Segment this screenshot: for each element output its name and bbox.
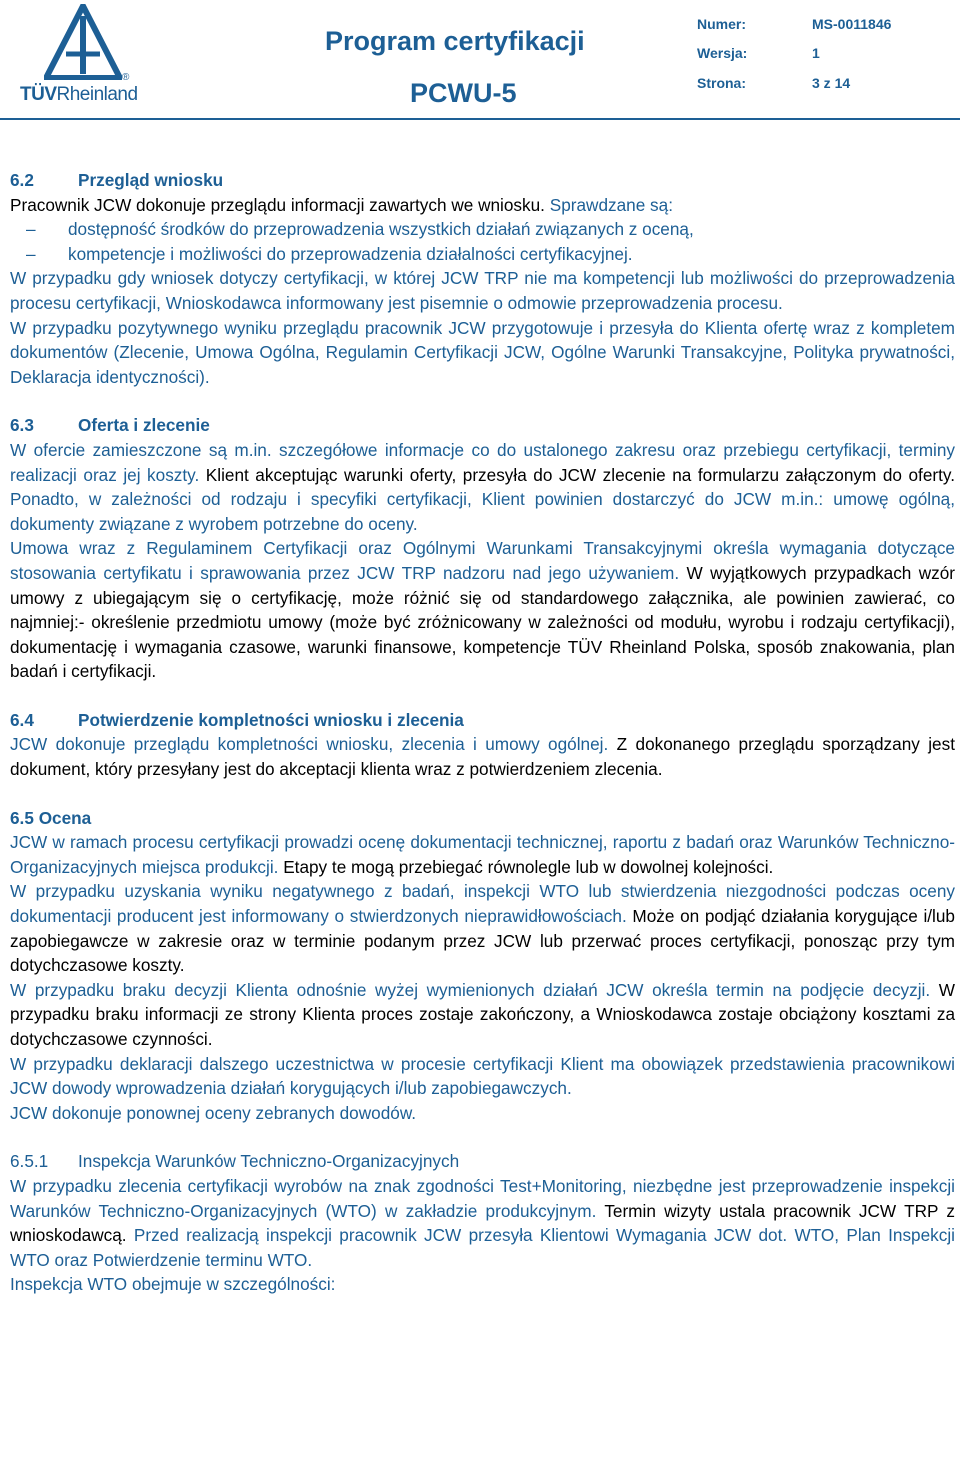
logo-wordmark: TÜVRheinland [20,84,138,105]
list-item: – dostępność środków do przeprowadzenia wszystkich działań związanych z oceną, [26,219,694,240]
document-body [10,168,955,1297]
numer-label: Numer: [697,16,747,32]
paragraph: JCW w ramach procesu certyfikacji prowadzi ocenę dokumentacji technicznej, raportu z badań oraz Warunków Techniczno-Organizacyjnych miejsca produkcji. Etapy te mogą przebiegać równolegle lub w dowolnej kolejności. [10,832,955,877]
paragraph: W ofercie zamieszczone są m.in. szczegółowe informacje co do ustalonego zakresu oraz przebiegu certyfikacji, terminy realizacji oraz jej koszty. Klient akceptując warunki oferty, przesyła do JCW zlecenie na formularzu załączonym do oferty. Ponadto, w zależności od rodzaju i specyfiki certyfikacji, Klient powinien dostarczyć do JCW m.in.: umowę ogólną, dokumenty związane z wyrobem potrzebne do oceny. [10,439,955,534]
wersja-value: 1 [812,45,820,61]
tuv-triangle-icon [44,4,122,80]
paragraph: W przypadku zlecenia certyfikacji wyrobów na znak zgodności Test+Monitoring, niezbędne jest przeprowadzenie inspekcji Warunków Techniczno-Organizacyjnych (WTO) w zakładzie produkcyjnym. Termin wizyty ustala pracownik JCW TRP z wnioskodawcą. Przed realizacją inspekcji pracownik JCW przesyła Klientowi Wymagania JCW dot. WTO, Plan Inspekcji WTO oraz Potwierdzenie terminu WTO. [10,1175,956,1270]
paragraph: Pracownik JCW dokonuje przeglądu informacji zawartych we wniosku. Sprawdzane są: [10,194,673,215]
document-code: PCWU-5 [410,78,517,108]
tuv-rheinland-logo [18,4,148,112]
section-heading-6-2: 6.2 Przegląd wniosku [10,170,224,190]
section-heading-6-3: 6.3 Oferta i zlecenie [10,415,210,436]
strona-label: Strona: [697,75,746,91]
paragraph: W przypadku braku decyzji Klienta odnośnie wyżej wymienionych działań JCW określa termin na podjęcie decyzji. W przypadku braku informacji ze strony Klienta proces zostaje zakończony, a Wnioskodawca zostaje obciążony kosztami za dotychczasowe czynności. [10,979,955,1049]
section-heading-6-5: 6.5 Ocena [10,807,92,828]
paragraph: JCW dokonuje przeglądu kompletności wniosku, zlecenia i umowy ogólnej. Z dokonanego przeglądu sporządzany jest dokument, który przesyłany jest do akceptacji klienta wraz z potwierdzeniem zlecenia. [10,734,955,780]
list-item: – kompetencje i możliwości do przeprowadzenia działalności certyfikacyjnej. [26,243,633,264]
paragraph: W przypadku gdy wniosek dotyczy certyfikacji, w której JCW TRP nie ma kompetencji lub możliwości do przeprowadzenia procesu certyfikacji, Wnioskodawca informowany jest pisemnie o odmowie przeprowadzenia procesu. [10,268,955,313]
strona-value: 3 z 14 [812,75,851,91]
document-header [0,0,960,118]
header-divider [0,118,960,120]
paragraph: W przypadku pozytywnego wyniku przeglądu pracownik JCW przygotowuje i przesyła do Klienta ofertę wraz z kompletem dokumentów (Zlecenie, Umowa Ogólna, Regulamin Certyfikacji JCW, Ogólne Warunki Transakcyjne, Polityka prywatności, Deklaracja identyczności). [10,317,955,387]
paragraph: Umowa wraz z Regulaminem Certyfikacji oraz Ogólnymi Warunkami Transakcyjnymi określa wymagania dotyczące stosowania certyfikatu i sprawowania przez JCW TRP nadzoru nad jego używaniem. W wyjątkowych przypadkach wzór umowy z ubiegającym się o certyfikację, może różnić się od standardowego załącznika, ale powinien zawierać, co najmniej:- określenie przedmiotu umowy (może być zróżnicowany w zależności od modułu, wyrobu i rodzaju certyfikacji), dokumentację i wymagania czasowe, warunki finansowe, kompetencje TÜV Rheinland Polska, sposób znakowania, plan badań i certyfikacji. [10,538,956,682]
paragraph: Inspekcja WTO obejmuje w szczególności: [10,1274,336,1295]
section-heading-6-5-1: 6.5.1 Inspekcja Warunków Techniczno-Organizacyjnych [10,1151,460,1172]
section-heading-6-4: 6.4 Potwierdzenie kompletności wniosku i zlecenia [10,709,464,730]
document-title: Program certyfikacji [325,26,585,56]
paragraph: W przypadku uzyskania wyniku negatywnego z badań, inspekcji WTO lub stwierdzenia niezgodności podczas oceny dokumentacji producent jest informowany o stwierdzonych nieprawidłowościach. Może on podjąć działania korygujące i/lub zapobiegawcze w zakresie oraz w terminie podanym przez JCW lub przerwać proces certyfikacji, ponosząc przy tym dotychczasowe koszty. [10,881,955,976]
wersja-label: Wersja: [697,45,748,61]
numer-value: MS-0011846 [812,16,892,32]
paragraph: W przypadku deklaracji dalszego uczestnictwa w procesie certyfikacji Klient ma obowiązek przedstawienia pracownikowi JCW dowody wprowadzenia działań korygujących i/lub zapobiegawczych. [10,1053,955,1099]
paragraph: JCW dokonuje ponownej oceny zebranych dowodów. [10,1102,417,1123]
registered-mark: ® [122,72,130,83]
